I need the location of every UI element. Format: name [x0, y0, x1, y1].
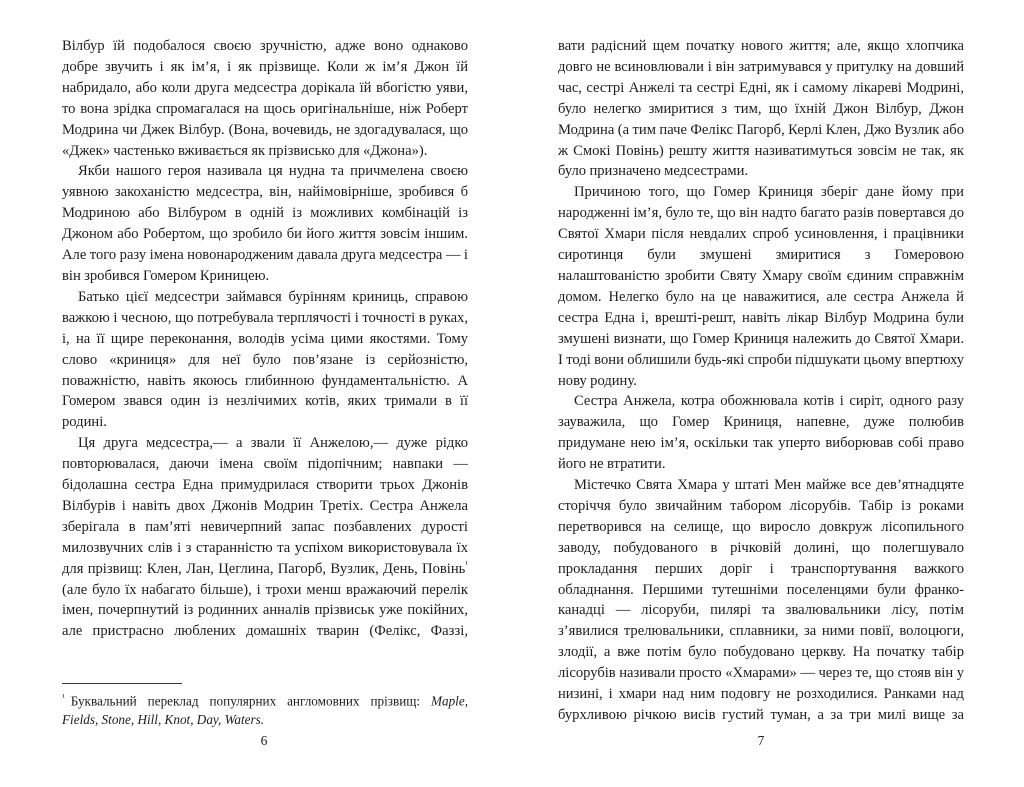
footnote [62, 688, 468, 729]
paragraph-text: (але було їх набагато більше), і трохи менш вражаючий перелік імен, почерпнутий із родинних анналів прізвиськ уже покійних, але пристрасно люблених домашніх тварин (Фелікс, Фаззі, [62, 581, 468, 640]
left-page [62, 36, 468, 646]
paragraph: Причиною того, що Гомер Криниця зберіг дане йому при народженні ім’я, було те, що він надто багато разів повертався до Святої Хмари після невдалих спроб усиновлення, і працівники сиротинця були змушені змиритися з Гомеровою налаштованістю зробити Святу Хмару своїм єдиним справжнім домом. Нелегко було на це наважитися, але сестра Анжела й сестра Една і, врешті-решт, навіть лікар Вілбур Модрина були змушені визнати, що Гомер Криниця належить до Святої Хмари. І тоді вони облишили будь-які спроби підшукати цьому впертюху нову родину. [558, 184, 964, 389]
right-page [558, 36, 964, 726]
footnote-rule [62, 683, 182, 684]
paragraph: Сестра Анжела, котра обожнювала котів і сиріт, одного разу зауважила, що Гомер Криниця, напевне, дуже полюбив придумане нею ім’я, оскільки так уперто виборював собі право його не втратити. [558, 393, 964, 473]
page-number-right: 7 [757, 733, 765, 748]
footnote-italic-text: Maple, Fields, Stone, Hill, Knot, Day, Waters. [62, 693, 468, 728]
paragraph: Вілбур їй подобалося своєю зручністю, адже воно однаково добре звучить і як ім’я, і як прізвище. Коли ж ім’я Джон їй набридало, або коли друга медсестра дорікала їй вбогістю уяви, то вона зрідка спромагалася на щось оригінальніше, ніж Роберт Модрина чи Джек Вілбур. (Вона, вочевидь, не здогадувалася, що «Джек» частенько вживається як прізвисько для «Джона»). [62, 38, 468, 159]
paragraph: Якби нашого героя називала ця нудна та причмелена своєю уявною закоханістю медсестра, він, найімовірніше, зробився б Модриною або Вілбуром в одній із можливих комбінацій із Джоном або Робертом, що зробило би його життя зовсім іншим. Але того разу імена новонародженим давала друга медсестра — і він зробився Гомером Криницею. [62, 163, 468, 284]
paragraph [62, 433, 468, 646]
page-number-left: 6 [260, 733, 268, 748]
paragraph: Батько цієї медсестри займався бурінням криниць, справою важкою і чесною, що потребувала терплячості і точності в руках, і, на її щире переконання, володів усіма цими якостями. Тому слово «криниця» для неї було пов’язане із серйозністю, поважністю, навіть якоюсь глибинною фундаментальністю. А Гомером звався один із незлічимих котів, яких тримали в її родині. [62, 288, 468, 431]
right-page-text [558, 36, 964, 726]
footnote-mark: ¹ [62, 692, 65, 702]
left-page-text [62, 36, 468, 646]
footnote-text: Буквальний переклад популярних англомовних прізвищ: [70, 693, 431, 709]
paragraph-text: Ця друга медсестра,— а звали її Анжелою,— дуже рідко повторювалася, даючи імена своїм підопічним; навпаки — бідолашна сестра Една примудрилася створити трьох Джонів Вілбурів і навіть двох Джонів Модрин Третіх. Сестра Анжела зберігала в пам’яті невичерпний запас позбавлених дурості милозвучних слів і з старанністю та успіхом використовувала їх для прізвищ: Клен, Лан, Цеглина, Пагорб, Вузлик, День, Повінь [62, 435, 468, 577]
footnote-reference: ¹ [465, 558, 468, 569]
paragraph: вати радісний щем початку нового життя; але, якщо хлопчика довго не всиновлювали і він затримувався у притулку на довший час, сестрі Анжелі та сестрі Едні, як і самому лікареві Модрині, було нелегко змиритися з тим, що їхній Джон Вілбур, Джон Модрина (а тим паче Фелікс Пагорб, Керлі Клен, Джо Вузлик або ж Смокі Повінь) решту життя називатимуться зовсім не так, як було призначено медсестрами. [558, 38, 964, 180]
paragraph: Містечко Свята Хмара у штаті Мен майже все дев’ятнадцяте сторіччя було звичайним табором лісорубів. Табір із роками перетворився на селище, що виросло довкруж лісопильного заводу, побудованого в річковій долині, що полегшувало прокладання перших доріг і транспортування важкого обладнання. Першими тутешніми поселенцями були франко-канадці — лісоруби, пилярі та звалювальники лісу, потім з’явилися трелювальники, сплавники, за ними повії, волоцюги, злодії, а вже потім було побудовано церкву. На початку табір лісорубів називали просто «Хмарами» — через те, що стояв він у низині, і хмари над ним подовгу не розходилися. Ранками над бурхливою річкою висів густий туман, а за три милі вище за [558, 477, 964, 723]
